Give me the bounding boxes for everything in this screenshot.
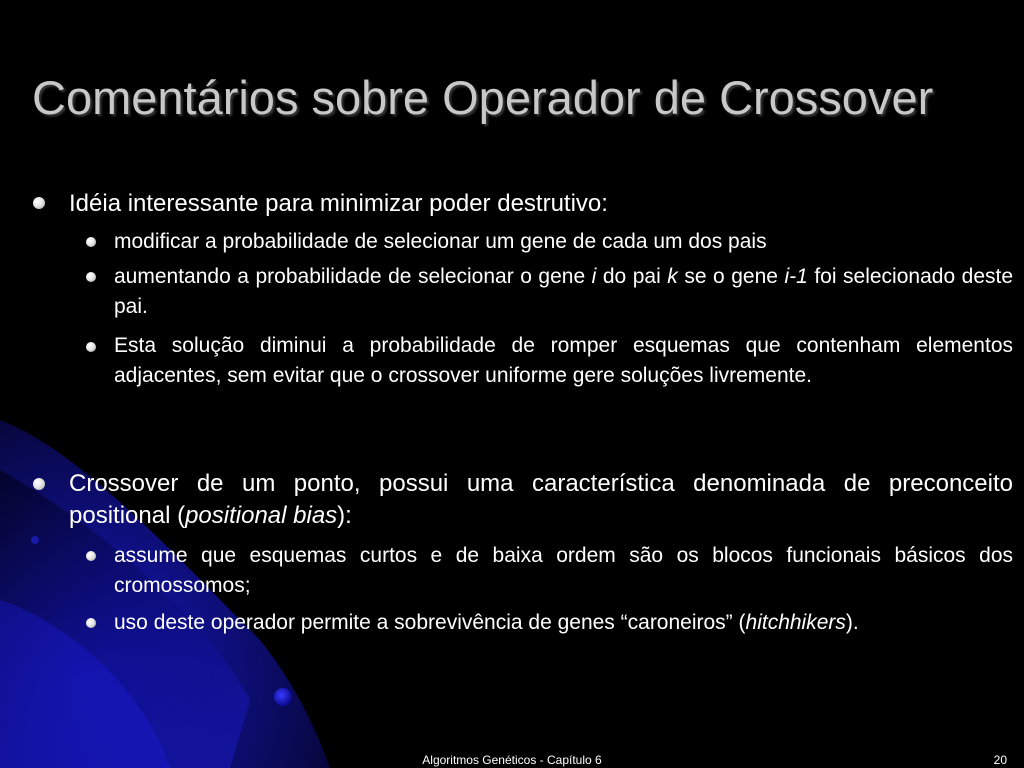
- bullet-level2-text: assume que esquemas curtos e de baixa ordem são os blocos funcionais básicos dos cromossomos;: [114, 544, 1013, 597]
- bullet-level2-text: Esta solução diminui a probabilidade de romper esquemas que contenham elementos adjacentes, sem evitar que o crossover uniforme gere soluções livremente.: [114, 334, 1013, 387]
- bullet-icon: [86, 551, 96, 561]
- footer-text: Algoritmos Genéticos - Capítulo 6: [422, 753, 602, 767]
- bullet-icon: [33, 197, 45, 209]
- slide-title: Comentários sobre Operador de Crossover: [32, 71, 934, 124]
- page-number: 20: [993, 753, 1007, 767]
- bullet-icon: [86, 237, 96, 247]
- bullet-icon: [86, 342, 96, 352]
- bullet-icon: [86, 618, 96, 628]
- bullet-level2-text: uso deste operador permite a sobrevivência de genes “caroneiros” (hitchhikers).: [114, 611, 859, 634]
- bullet-icon: [33, 478, 45, 490]
- bullet-level2-text: aumentando a probabilidade de selecionar o gene i do pai k se o gene i-1 foi selecionado deste pai.: [114, 265, 1014, 318]
- bullet-icon: [86, 272, 96, 282]
- bullet-level1-text: Crossover de um ponto, possui uma característica denominada de preconceito positional (positional bias):: [69, 470, 1013, 529]
- bullet-level1-text: Idéia interessante para minimizar poder destrutivo:: [69, 190, 608, 217]
- bullet-level2-text: modificar a probabilidade de selecionar um gene de cada um dos pais: [114, 230, 767, 253]
